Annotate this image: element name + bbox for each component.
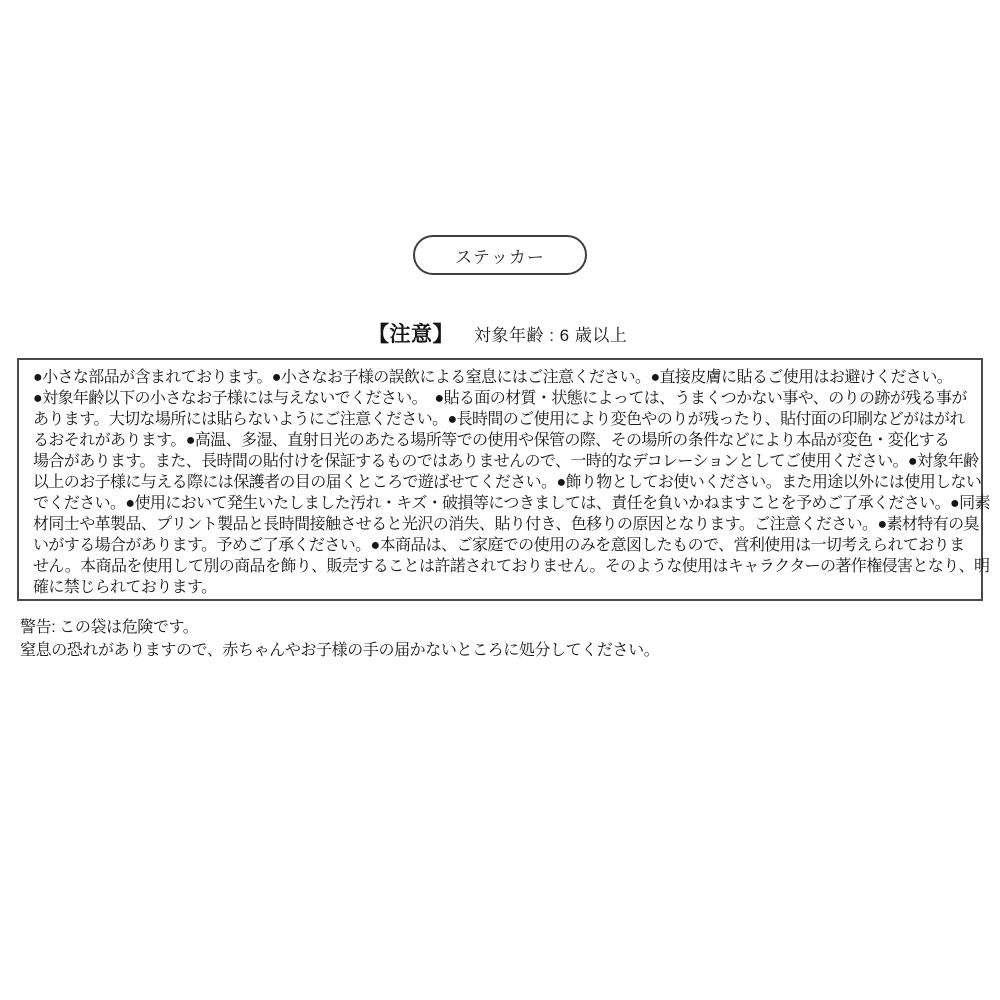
notice-line: ●対象年齢以下の小さなお子様には与えないでください。 ●貼る面の材質・状態によっては、うまくつかない事や、のりの跡が残る事が xyxy=(33,390,967,407)
caution-heading: 【注意】 xyxy=(368,323,454,346)
notice-line: 材同士や革製品、プリント製品と長時間接触させると光沢の消失、貼り付き、色移りの原因となります。ご注意ください。●素材特有の臭 xyxy=(33,516,979,533)
caution-header xyxy=(368,318,627,348)
target-age-note: 対象年齢 : 6 歳以上 xyxy=(474,325,628,345)
product-type-badge xyxy=(413,235,587,275)
notice-line: ●小さな部品が含まれております。●小さなお子様の誤飲による窒息にはご注意ください。●直接皮膚に貼るご使用はお避けください。 xyxy=(33,369,953,386)
notice-line: せん。本商品を使用して別の商品を飾り、販売することは許諾されておりません。そのような使用はキャラクターの著作権侵害となり、明 xyxy=(33,558,990,575)
notice-line: 場合があります。また、長時間の貼付けを保証するものではありませんので、一時的なデコレーションとしてご使用ください。●対象年齢 xyxy=(33,453,979,470)
notice-line: 以上のお子様に与える際には保護者の目の届くところで遊ばせてください。●飾り物としてお使いください。また用途以外には使用しない xyxy=(33,474,982,491)
bag-warning-line-2: 窒息の恐れがありますので、赤ちゃんやお子様の手の届かないところに処分してください。 xyxy=(20,641,660,659)
notice-line: あります。大切な場所には貼らないようにご注意ください。●長時間のご使用により変色やのりが残ったり、貼付面の印刷などがはがれ xyxy=(33,411,965,428)
notice-line: でください。●使用において発生いたしました汚れ・キズ・破損等につきましては、責任を負いかねますことを予めご了承ください。●同素 xyxy=(33,495,990,512)
notice-line: 確に禁じられております。 xyxy=(33,579,217,596)
notice-line: るおそれがあります。●高温、多湿、直射日光のあたる場所等での使用や保管の際、その場所の条件などにより本品が変色・変化する xyxy=(33,432,950,449)
notice-line: いがする場合があります。予めご了承ください。●本商品は、ご家庭での使用のみを意図したもので、営利使用は一切考えられておりま xyxy=(33,537,965,554)
bag-suffocation-warning xyxy=(20,617,659,662)
notice-box xyxy=(17,358,990,601)
product-type-label: ステッカー xyxy=(455,247,545,267)
bag-warning-line-1: 警告: この袋は危険です。 xyxy=(20,619,199,636)
